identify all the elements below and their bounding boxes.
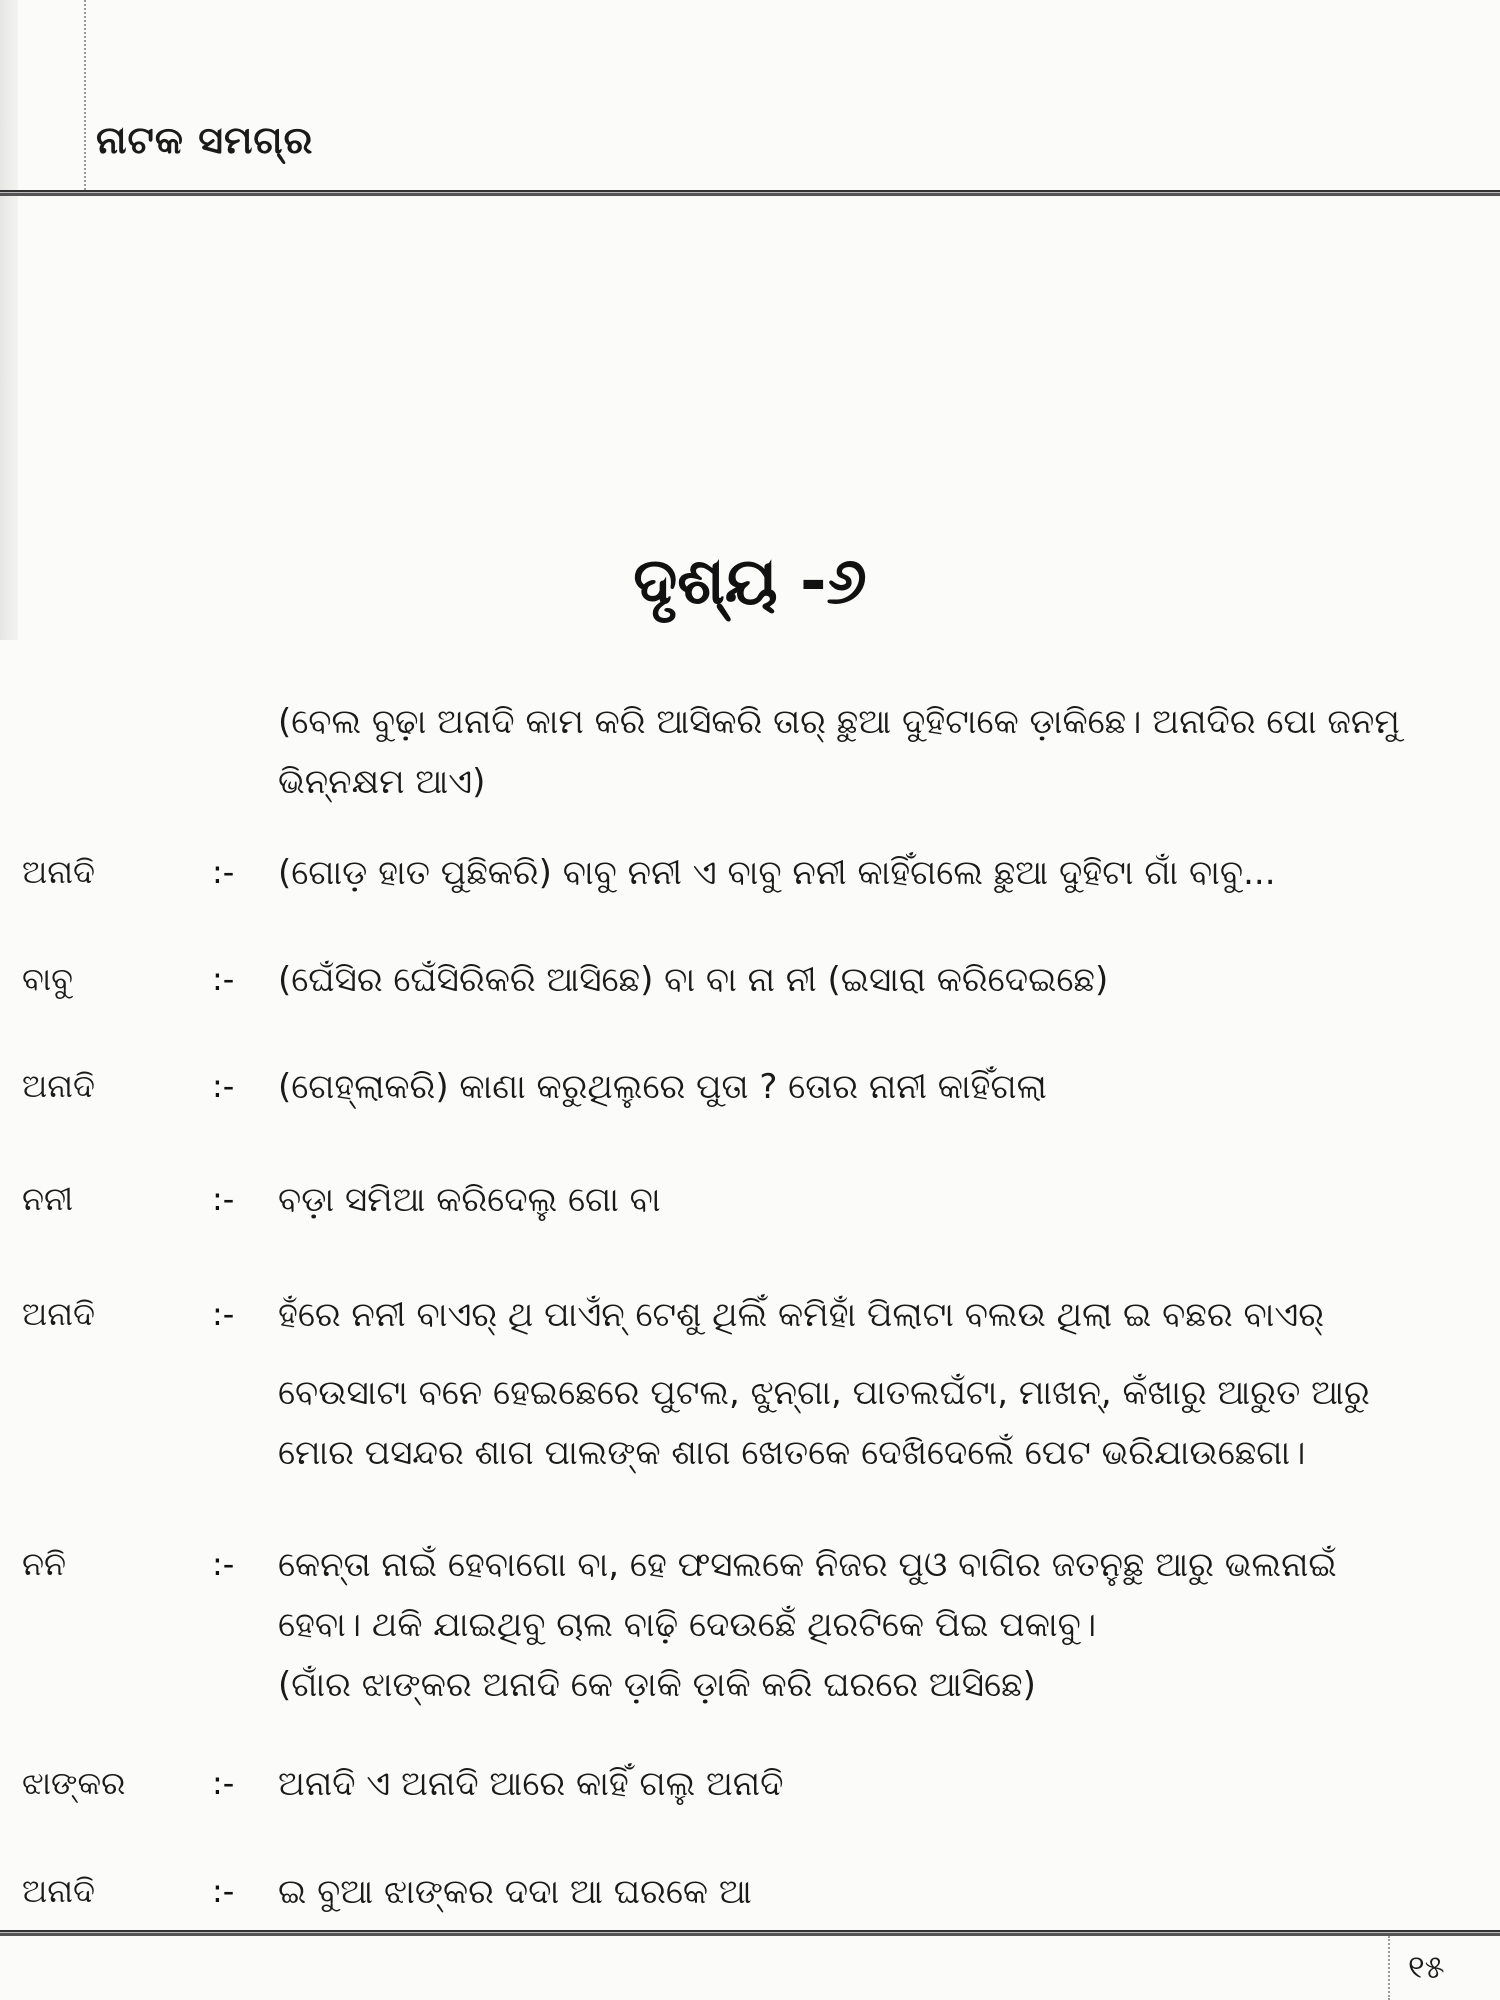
speaker-separator: :- [212,1180,235,1218]
speech-text [278,1285,1468,1483]
running-head: ନାଟକ ସମଗ୍ର [96,118,314,162]
speaker-separator: :- [212,1872,235,1910]
header-rule [0,190,1500,196]
speech-line: (ଘେଁସିର ଘେଁସିରିକରି ଆସିଛେ) ବା ବା ନା ନୀ (ଇସାରା କରିଦେଇଛେ) [278,960,1109,1000]
opening-stage-direction: (ବେଲ ବୁଢ଼ା ଅନାଦି କାମ କରି ଆସିକରି ତାର୍ ଛୁଆ ଦୁହିଟାକେ ଡ଼ାକିଛେ। ଅନାଦିର ପୋ ଜନମୁ ଭିନ୍ନକ୍ଷମ ଆଏ) [278,702,1400,802]
speaker-name: ବାବୁ [22,960,73,998]
speaker-separator: :- [212,1067,235,1105]
speaker-name: ନନି [22,1545,67,1583]
page-edge-shadow [0,0,18,640]
speaker-separator: :- [212,853,235,891]
stage-direction: (ଗାଁର ଝାଙ୍କର ଅନାଦି କେ ଡ଼ାକି ଡ଼ାକି କରି ଘରରେ ଆସିଛେ) [278,1665,1036,1705]
speaker-name: ଅନାଦି [22,1295,95,1333]
speech-line: ଇ ବୁଆ ଝାଙ୍କର ଦଦା ଆ ଘରକେ ଆ [278,1872,752,1912]
header-dotted-divider [84,0,86,190]
speech-text [278,843,1468,903]
speech-line: (ଗୋଡ଼ ହାତ ପୁଛିକରି) ବାବୁ ନନୀ ଏ ବାବୁ ନନୀ କାହିଁଗଲେ ଛୁଆ ଦୁହିଟା ଗାଁ ବାବୁ... [278,853,1276,893]
speech-line: ମୋର ପସନ୍ଦର ଶାଗ ପାଲଙ୍କ ଶାଗ ଖେତକେ ଦେଖିଦେଲେଁ ପେଟ ଭରିଯାଉଛେଗା। [278,1433,1306,1473]
speech-text [278,1754,1468,1814]
speech-line: କେନ୍ତା ନାଇଁ ହେବାଗୋ ବା, ହେ ଫସଲକେ ନିଜର ପୁଓ ବାଗିର ଜତନୁଛୁ ଆରୁ ଭଲନାଇଁ [278,1545,1337,1585]
speaker-name: ଅନାଦି [22,1067,95,1105]
speech-text [278,1535,1468,1715]
speech-line: ଅନାଦି ଏ ଅନାଦି ଆରେ କାହିଁ ଗଲୁ ଅନାଦି [278,1764,784,1804]
page-number: ୧୫ [1408,1948,1445,1986]
speech-line: ବେଉସାଟା ବନେ ହେଇଛେରେ ପୁଟଲ, ଝୁନ୍‌ଗା, ପାତଲଘଁଟା, ମାଖନ୍, କଁଖାରୁ ଆରୁତ ଆରୁ [278,1373,1370,1413]
speaker-name: ଝାଙ୍କର [22,1764,126,1802]
footer-rule [0,1930,1500,1936]
speech-text [278,1170,1468,1230]
speech-line: ବଡ଼ା ସମିଆ କରିଦେଲୁ ଗୋ ବା [278,1180,661,1220]
scene-title: ଦୃଶ୍ୟ -୬ [633,545,867,619]
speaker-separator: :- [212,1295,235,1333]
speaker-separator: :- [212,960,235,998]
speaker-name: ଅନାଦି [22,853,95,891]
speech-line: (ଗେହ୍ଲାକରି) କାଣା କରୁଥିଲୁରେ ପୁତା ? ତୋର ନାନୀ କାହିଁଗଲା [278,1067,1047,1107]
speaker-name: ନନୀ [22,1180,74,1218]
speech-text [278,1057,1468,1117]
speech-text [278,1862,1468,1922]
speaker-separator: :- [212,1764,235,1802]
footer-dotted-divider [1388,1936,1390,2000]
speech-line: ହଁରେ ନନୀ ବାଏର୍ ଥି ପାଏଁନ୍ ଟେଶୁ ଥିଲିଁ କମିହାଁ ପିଲାଟା ବଲଉ ଥିଲା ଇ ବଛର ବାଏର୍ [278,1295,1325,1335]
speech-line: ହେବା। ଥକି ଯାଇଥିବୁ ଚାଲ ବାଢ଼ି ଦେଉଛେଁ ଥିରଟିକେ ପିଇ ପକାବୁ। [278,1605,1097,1645]
speech-text [278,950,1468,1010]
speaker-name: ଅନାଦି [22,1872,95,1910]
speaker-separator: :- [212,1545,235,1583]
